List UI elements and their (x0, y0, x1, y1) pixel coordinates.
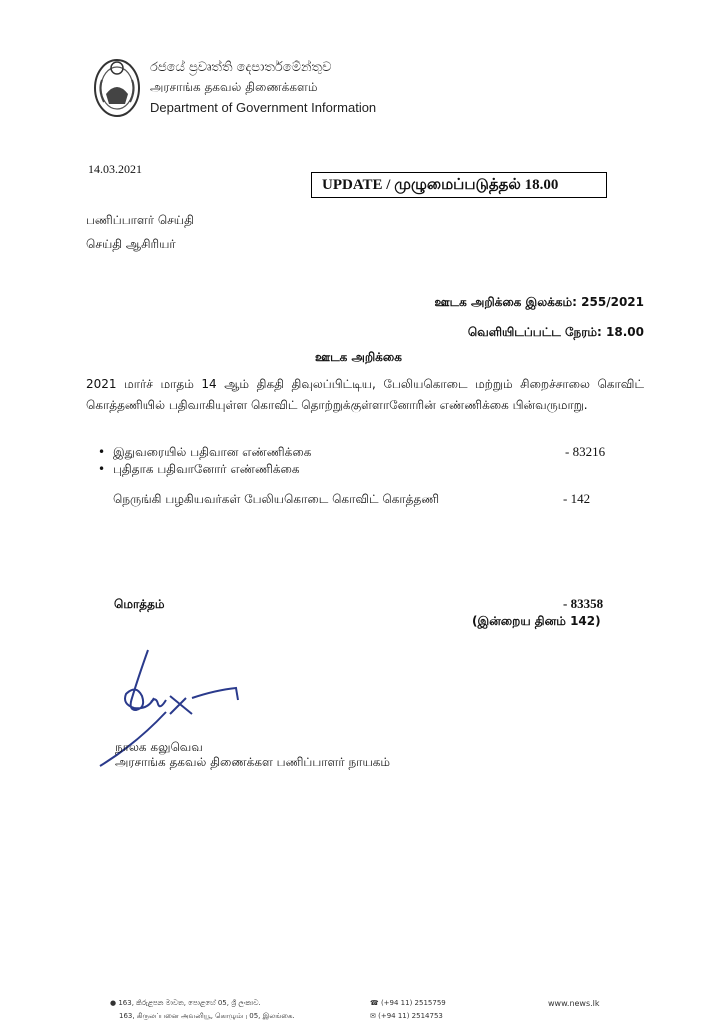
release-time: வெளியிடப்பட்ட நேரம்: 18.00 (467, 325, 644, 339)
phone-icon: ☎ (370, 999, 381, 1007)
list-item (98, 462, 300, 478)
total-label: மொத்தம் (114, 597, 165, 611)
update-label: UPDATE / முழுமைப்படுத்தல் 18.00 (322, 176, 559, 193)
release-number: ஊடக அறிக்கை இலக்கம்: 255/2021 (434, 295, 644, 309)
bullet-icon: • (98, 445, 106, 459)
fax-icon: ✉ (370, 1012, 379, 1020)
date: 14.03.2021 (88, 162, 142, 176)
footer-address-tamil: 163, கிருலப்பனை அவனியூ, கொழும்பு 05, இலங்கை. (119, 1012, 295, 1020)
bullet-icon: • (98, 462, 106, 476)
signatory-name: நாலக கலுவெவ (115, 740, 203, 754)
item-label: இதுவரையில் பதிவான எண்ணிக்கை (113, 445, 312, 459)
intro-paragraph: 2021 மார்ச் மாதம் 14 ஆம் திகதி திவுலப்பிட்டிய, பேலியகொடை மற்றும் சிறைச்சாலை கொவிட் கொத்தணியில் பதிவாகியுள்ள கொவிட் தொற்றுக்குள்ளானோரின் எண்ணிக்கை பின்வருமாறு. (86, 377, 644, 412)
total-note: (இன்றைய தினம் 142) (472, 614, 601, 628)
signatory-title: அரசாங்க தகவல் திணைக்கள பணிப்பாளர் நாயகம் (115, 755, 391, 769)
item-value: - 83216 (565, 444, 606, 459)
total-value: - 83358 (563, 596, 604, 611)
cluster-label: நெருங்கி பழகியவர்கள் பேலியகொடை கொவிட் கொத்தணி (113, 492, 440, 506)
footer-tel: ☎ (+94 11) 2515759 (370, 999, 446, 1007)
section-title: ஊடக அறிக்கை (315, 350, 402, 364)
government-emblem-logo (92, 50, 142, 120)
recipient-news-editor: செய்தி ஆசிரியர் (86, 237, 176, 251)
cluster-value: - 142 (563, 491, 591, 506)
item-label: புதிதாக பதிவானோர் எண்ணிக்கை (113, 462, 300, 476)
list-item (98, 445, 312, 461)
header-english: Department of Government Information (150, 100, 377, 115)
footer-address-sinhala: ● 163, කිරුළපන මාවත, පොළහේ 05, ශ්‍රී ලංකාව. (110, 999, 261, 1007)
footer-fax: ✉ (+94 11) 2514753 (370, 1012, 443, 1020)
header-sinhala: රජයේ ප්‍රවෘත්ති දෙපාර්තමේන්තුව (150, 60, 332, 75)
header-tamil: அரசாங்க தகவல் திணைக்களம் (150, 80, 318, 94)
recipient-director-news: பணிப்பாளர் செய்தி (86, 213, 194, 227)
update-box (311, 172, 607, 198)
bullet-icon: ● (110, 999, 119, 1007)
footer-website[interactable]: www.news.lk (548, 999, 600, 1008)
